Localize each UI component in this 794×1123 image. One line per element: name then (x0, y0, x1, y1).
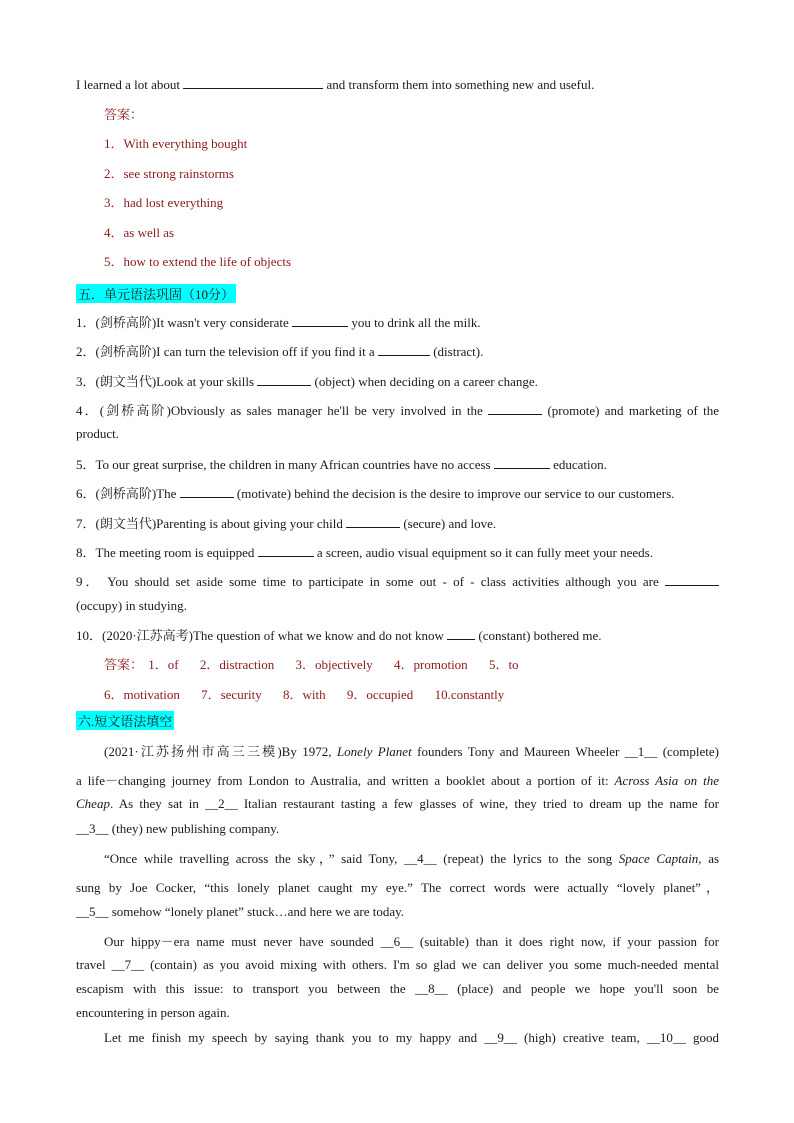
q3-text-b: (object) when deciding on a career change. (314, 374, 538, 389)
p3-travel: travel (76, 957, 106, 972)
q7-text-b: (secure) and love. (403, 516, 497, 531)
section5-answers-row2 (104, 684, 504, 703)
q10-blank[interactable] (447, 627, 475, 640)
q2-blank[interactable] (378, 343, 430, 356)
answer-1: 1．of (148, 657, 179, 672)
blank-8[interactable]: __8__ (415, 981, 448, 996)
q9-text-a: 9． You should set aside some time to participate in some out - of - class activities although you are (76, 574, 659, 589)
section5-answer-label: 答案： (104, 657, 144, 672)
q10 (76, 625, 602, 644)
p4-text-c: good (693, 1030, 720, 1045)
p2-text: (repeat) the lyrics to the song (443, 851, 613, 866)
p1-text: founders Tony and Maureen Wheeler (417, 744, 620, 759)
answer-2: 2．distraction (199, 657, 275, 672)
q5-blank[interactable] (494, 456, 550, 469)
section5-answers-row1 (104, 654, 519, 673)
p2-line1 (104, 848, 719, 867)
p3-line3-text-b: (place) and people we hope you'll soon be (457, 981, 720, 996)
p3-line4: encountering in person again. (76, 1005, 230, 1020)
answer-9: 9．occupied (346, 687, 414, 702)
p1-line2 (76, 770, 719, 789)
blank-2[interactable]: __2__ (205, 796, 238, 811)
p1-line1 (104, 741, 719, 760)
q1 (76, 312, 481, 331)
blank-6[interactable]: __6__ (380, 934, 414, 949)
blank-1[interactable]: __1__ (624, 744, 658, 759)
q8-text-a: 8．The meeting room is equipped (76, 545, 255, 560)
p1-line4-text: (they) new publishing company. (111, 821, 280, 836)
intro-blank[interactable] (183, 76, 323, 89)
q9-continued: (occupy) in studying. (76, 598, 187, 613)
p1-source: (2021·江苏扬州市高三三模)By 1972, (104, 744, 332, 759)
q9-blank[interactable] (665, 573, 719, 586)
p3-line3 (76, 981, 719, 997)
p1-line3-rest: Italian restaurant tasting a few glasses of wine, they tried to dream up the name for (243, 796, 720, 811)
q7-text-a: 7．(朗文当代)Parenting is about giving your child (76, 516, 343, 531)
q2-text-b: (distract). (433, 344, 484, 359)
q1-blank[interactable] (292, 314, 348, 327)
q8 (76, 542, 653, 561)
q8-blank[interactable] (258, 544, 314, 557)
q5-text-a: 5．To our great surprise, the children in many African countries have no access (76, 457, 491, 472)
blank-10[interactable]: __10__ (646, 1030, 686, 1045)
p3-text-a: Our hippy－era name must never have sounded (104, 934, 374, 949)
q5 (76, 454, 607, 473)
q10-text-a: 10．(2020·江苏高考)The question of what we know and do not know (76, 628, 444, 643)
q6-text-b: (motivate) behind the decision is the desire to improve our service to our customers. (236, 486, 675, 501)
blank-5[interactable]: __5__ (76, 904, 109, 919)
q6 (76, 483, 674, 502)
answer-item-5: 5．how to extend the life of objects (104, 254, 292, 269)
p1-book-title-end: Cheap (76, 796, 110, 811)
q2-text-a: 2．(剑桥高阶)I can turn the television off if you find it a (76, 344, 375, 359)
p2-line3 (76, 904, 404, 920)
q3-blank[interactable] (257, 373, 311, 386)
answer-10: 10.constantly (434, 687, 505, 702)
q10-text-b: (constant) bothered me. (478, 628, 602, 643)
p2-song-title: Space Captain, (618, 851, 702, 866)
p4-text-a: Let me finish my speech by saying thank you to my happy and (104, 1030, 478, 1045)
q3-text-a: 3．(朗文当代)Look at your skills (76, 374, 255, 389)
q2 (76, 341, 483, 360)
p1-book-title: Across Asia on the (614, 773, 719, 788)
blank-7[interactable]: __7__ (111, 957, 145, 972)
intro-text-pre: I learned a lot about (76, 77, 180, 92)
p1-line2-text: a life－changing journey from London to Australia, and written a booklet about a portion of it: (76, 773, 609, 788)
p3-line2 (76, 957, 719, 973)
section5-heading: 五．单元语法巩固（10分） (76, 284, 236, 303)
p2-quote: “Once while travelling across the sky，” said Tony, (104, 851, 398, 866)
p1-lonely-planet: Lonely Planet (336, 744, 412, 759)
p2-as: as (708, 851, 720, 866)
q9 (76, 571, 719, 590)
p1-line4 (76, 821, 279, 837)
p1-line3 (76, 796, 719, 812)
p2-line3-text: somehow “lonely planet” stuck…and here we are today. (111, 904, 405, 919)
answer-4: 4．promotion (394, 657, 468, 672)
p2-line2: sung by Joe Cocker, “this lonely planet caught my eye.” The correct words were actually “lovely planet”， (76, 880, 719, 895)
q7 (76, 513, 496, 532)
answer-item-2: 2．see strong rainstorms (104, 166, 234, 181)
blank-4[interactable]: __4__ (404, 851, 437, 866)
p3-line1 (104, 931, 719, 950)
blank-9[interactable]: __9__ (484, 1030, 517, 1045)
answer-item-4: 4．as well as (104, 225, 175, 240)
p1-hint: (complete) (662, 744, 719, 759)
p3-line2-text: (contain) as you avoid mixing with others. I'm so glad we can deliver you some much-needed mental (150, 957, 720, 972)
section6-heading: 六.短文语法填空 (76, 711, 174, 730)
blank-3[interactable]: __3__ (76, 821, 109, 836)
q8-text-b: a screen, audio visual equipment so it can fully meet your needs. (316, 545, 653, 560)
answer-8: 8．with (283, 687, 326, 702)
q6-blank[interactable] (180, 485, 234, 498)
q1-text-a: 1．(剑桥高阶)It wasn't very considerate (76, 315, 289, 330)
q5-text-b: education. (553, 457, 607, 472)
p1-line3-text: . As they sat in (109, 796, 199, 811)
p3-text-b: (suitable) than it does right now, if your passion for (419, 934, 719, 949)
answer-6: 6．motivation (104, 687, 180, 702)
answer-label: 答案： (104, 107, 144, 122)
q4-text-b: (promote) and marketing of the (547, 403, 720, 418)
p3-line3-text-a: escapism with this issue: to transport you between the (76, 981, 406, 996)
intro-sentence (76, 76, 594, 93)
q7-blank[interactable] (346, 515, 400, 528)
answer-3: 3．objectively (295, 657, 373, 672)
q1-text-b: you to drink all the milk. (351, 315, 481, 330)
answer-item-1: 1．With everything bought (104, 136, 248, 151)
p4-line1 (104, 1030, 719, 1046)
q4-blank[interactable] (488, 402, 542, 415)
q4-text-a: 4．(剑桥高阶)Obviously as sales manager he'll be very involved in the (76, 403, 483, 418)
answer-5: 5．to (488, 657, 519, 672)
p4-text-b: (high) creative team, (524, 1030, 640, 1045)
q4-continued: product. (76, 426, 119, 441)
answer-7: 7．security (201, 687, 262, 702)
q6-text-a: 6．(剑桥高阶)The (76, 486, 177, 501)
intro-text-post: and transform them into something new and useful. (326, 77, 595, 92)
q4 (76, 400, 719, 419)
answer-item-3: 3．had lost everything (104, 195, 224, 210)
q3 (76, 371, 538, 390)
